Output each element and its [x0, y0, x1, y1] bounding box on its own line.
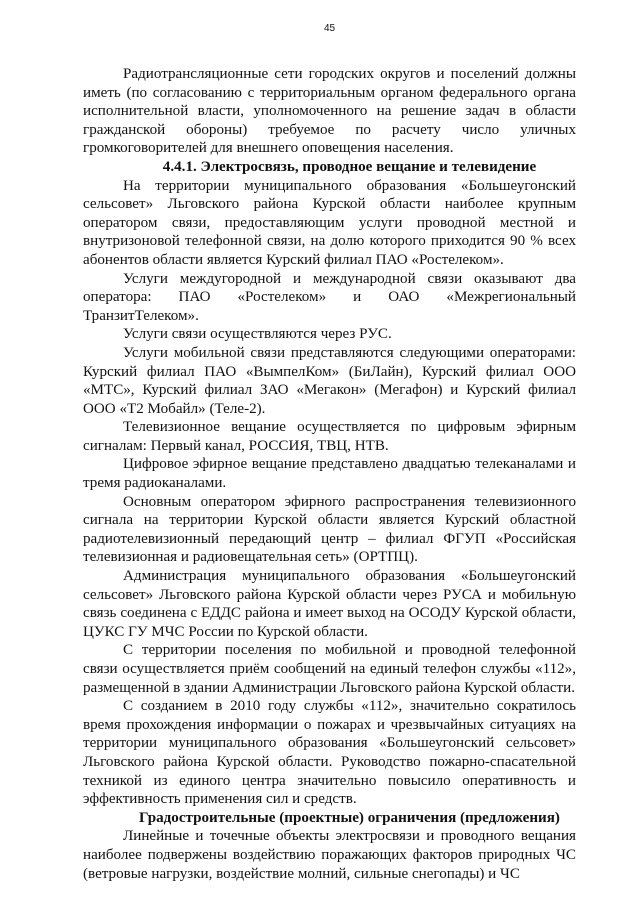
page-content: [83, 65, 576, 883]
final-paragraph: Линейные и точечные объекты электросвязи и проводного вещания наиболее подвержены воздействию поражающих факторов природных ЧС (ветровые нагрузки, воздействие молний, сильные снегопады) и ЧС: [83, 828, 576, 882]
paragraph: С территории поселения по мобильной и проводной телефонной связи осуществляется приём сообщений на единый телефон службы «112», размещенной в здании Администрации Льговского района Курской области.: [83, 642, 576, 696]
paragraph: Услуги междугородной и международной связи оказывают два оператора: ПАО «Ростелеком» и ОАО «Межрегиональный ТранзитТелеком».: [83, 270, 576, 324]
paragraph: Телевизионное вещание осуществляется по цифровым эфирным сигналам: Первый канал, РОССИЯ, ТВЦ, НТВ.: [83, 419, 576, 454]
paragraph: На территории муниципального образования «Большеугонский сельсовет» Льговского района Курской области наиболее крупным оператором связи, предоставляющим услуги проводной местной и внутризоновой телефонной связи, на долю которого приходится 90 % всех абонентов области является Курский филиал ПАО «Ростелеком».: [83, 177, 576, 268]
paragraph: Администрация муниципального образования «Большеугонский сельсовет» Льговского района Курской области через РУСА и мобильную связь соединена с ЕДДС района и имеет выход на ОСОДУ Курской области, ЦУКС ГУ МЧС России по Курской области.: [83, 568, 576, 640]
section-heading: 4.4.1. Электросвязь, проводное вещание и телевидение: [162, 158, 537, 175]
page-number: 45: [323, 23, 336, 34]
paragraph: Цифровое эфирное вещание представлено двадцатью телеканалами и тремя радиоканалами.: [83, 456, 576, 492]
paragraph: Услуги мобильной связи представляются следующими операторами: Курский филиал ПАО «ВымпелКом» (БиЛайн), Курский филиал ООО «МТС», Курский филиал ЗАО «Мегакон» (Мегафон) и Курский филиал ООО «Т2 Мобайл» (Теле-2).: [83, 344, 576, 417]
paragraph: Услуги связи осуществляются через РУС.: [123, 326, 392, 343]
paragraph: С созданием в 2010 году службы «112», значительно сократилось время прохождения информации о пожарах и чрезвычайных ситуациях на территории муниципального образования «Большеугонский сельсовет» Льговского района Курской области. Руководство пожарно-спасательной техникой из единого центра значительно повысило оперативность и эффективность применения сил и средств.: [83, 698, 576, 808]
intro-paragraph: Радиотрансляционные сети городских округов и поселений должны иметь (по согласованию с территориальным органом федерального органа исполнительной власти, уполномоченного на решение задач в области гражданской обороны) требуемое по расчету число уличных громкоговорителей для внешнего оповещения населения.: [83, 66, 576, 157]
document-page: [83, 22, 576, 883]
subheading: Градостроительные (проектные) ограничения (предложения): [139, 809, 560, 826]
paragraph: Основным оператором эфирного распространения телевизионного сигнала на территории Курской области является Курский областной радиотелевизионный передающий центр – филиал ФГУП «Российская телевизионная и радиовещательная сеть» (ОРТПЦ).: [83, 493, 576, 566]
